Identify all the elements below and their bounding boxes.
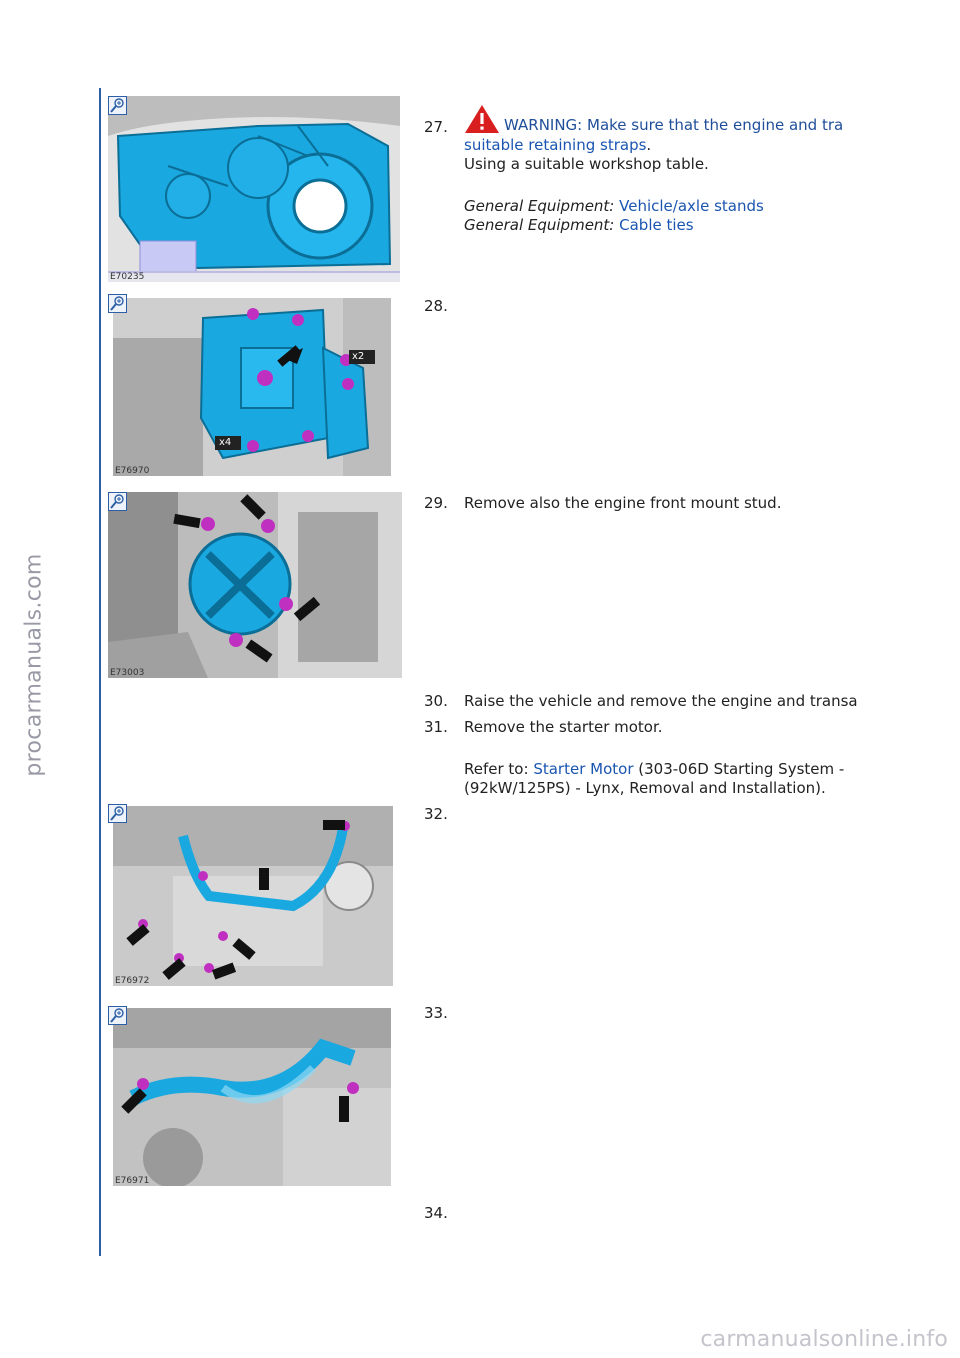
equipment-link-stands[interactable]: Vehicle/axle stands	[619, 197, 764, 215]
step-text: Remove the starter motor.	[464, 718, 663, 736]
step-number: 30.	[424, 692, 448, 710]
step-number: 27.	[424, 118, 448, 136]
step-text: Remove also the engine front mount stud.	[464, 494, 782, 512]
zoom-icon[interactable]	[108, 96, 127, 115]
refer-detail-cont: (92kW/125PS) - Lynx, Removal and Installation).	[464, 779, 826, 797]
equipment-label: General Equipment:	[464, 216, 615, 234]
step-body	[464, 104, 879, 235]
zoom-icon[interactable]	[108, 1006, 127, 1025]
figure-e76970[interactable]	[113, 298, 391, 476]
step-text: Using a suitable workshop table.	[464, 155, 709, 173]
warning-icon	[464, 104, 500, 134]
step-number: 29.	[424, 494, 448, 512]
step-33	[424, 1004, 879, 1024]
step-28	[424, 297, 879, 317]
step-30	[424, 692, 879, 712]
equipment-link-cable-ties[interactable]: Cable ties	[619, 216, 694, 234]
figure-e73003[interactable]	[108, 492, 402, 678]
refer-detail: (303-06D Starting System -	[638, 760, 845, 778]
side-watermark: procarmanuals.com	[21, 553, 47, 777]
figure-label: E76971	[115, 1176, 150, 1186]
warning-text: WARNING: Make sure that the engine and tra	[504, 116, 844, 134]
step-number: 31.	[424, 718, 448, 736]
zoom-icon[interactable]	[108, 492, 127, 511]
step-27	[424, 104, 879, 244]
figure-e76971[interactable]	[113, 1008, 391, 1186]
warning-link[interactable]: suitable retaining straps	[464, 136, 647, 154]
refer-label: Refer to:	[464, 760, 529, 778]
figure-e70235[interactable]	[108, 96, 400, 282]
step-34	[424, 1204, 879, 1224]
equipment-label: General Equipment:	[464, 197, 615, 215]
figure-label: E76970	[115, 466, 150, 476]
figure-e76972[interactable]	[113, 806, 393, 986]
warning-period: .	[646, 136, 652, 154]
figure-label: E76972	[115, 976, 150, 986]
step-31	[424, 718, 879, 800]
figure-label: E73003	[110, 668, 145, 678]
step-number: 34.	[424, 1204, 448, 1222]
step-29	[424, 494, 879, 514]
refer-link-starter-motor[interactable]: Starter Motor	[533, 760, 634, 778]
step-number: 28.	[424, 297, 448, 315]
step-32	[424, 805, 879, 825]
figure-label: E70235	[110, 272, 145, 282]
bottom-watermark: carmanualsonline.info	[700, 1327, 948, 1352]
figure-badge-x2: x2	[352, 351, 365, 362]
step-text: Raise the vehicle and remove the engine and transa	[464, 692, 858, 710]
zoom-icon[interactable]	[108, 804, 127, 823]
step-number: 32.	[424, 805, 448, 823]
zoom-icon[interactable]	[108, 294, 127, 313]
step-number: 33.	[424, 1004, 448, 1022]
left-margin-rule	[99, 88, 101, 1256]
figure-badge-x4: x4	[219, 437, 232, 448]
step-body	[464, 718, 879, 798]
